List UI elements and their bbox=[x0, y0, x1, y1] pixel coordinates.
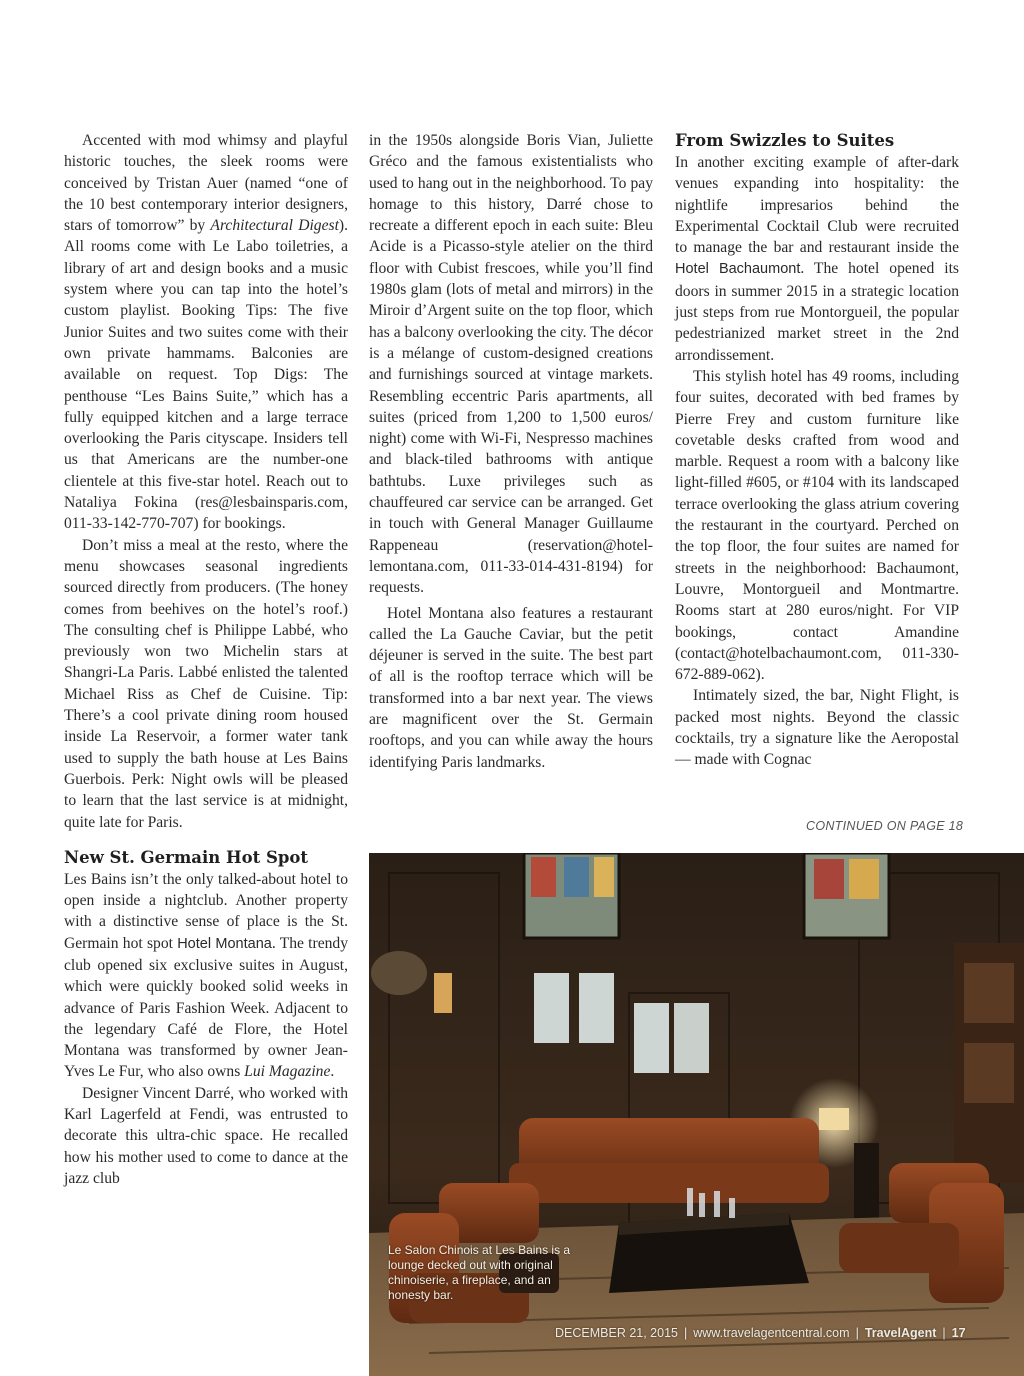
hotel-name: Hotel Montana bbox=[177, 935, 272, 952]
page-footer bbox=[555, 1326, 966, 1340]
text-run: In another exciting example of after-dark venues expanding into hospitality: the nightlife impresarios behind the Experimental Cocktail Club were recruited to manage the bar and restaurant inside the bbox=[675, 154, 959, 257]
text-run: Accented with mod whimsy and playful historic touches, the sleek rooms were conceived by Tristan Auer (named “one of the 10 best contemporary interior designers, stars of tomorrow” by bbox=[64, 132, 348, 235]
magazine-title: Lui Magazine bbox=[244, 1063, 331, 1081]
body-paragraph: Hotel Montana also features a restaurant called the La Gauche Caviar, but the petit déjeuner is served in the suite. The best part of all is the rooftop terrace which will be transformed into a bar next year. The views are magnificent over the St. Germain rooftops, and you can while away the hours identifying Paris landmarks. bbox=[369, 604, 653, 771]
body-paragraph: Intimately sized, the bar, Night Flight, is packed most nights. Beyond the classic cocktails, try a signature like the Aeropostal — made with Cognac bbox=[675, 687, 959, 769]
article-column-1 bbox=[64, 130, 348, 1189]
issue-date: DECEMBER 21, 2015 bbox=[555, 1326, 678, 1340]
magazine-title: Architectural Digest bbox=[210, 217, 339, 235]
section-heading: From Swizzles to Suites bbox=[675, 131, 895, 150]
divider: | bbox=[855, 1326, 859, 1340]
website-link[interactable]: www.travelagentcentral.com bbox=[693, 1326, 850, 1340]
text-run: . bbox=[330, 1063, 335, 1081]
body-paragraph: Don’t miss a meal at the resto, where the menu showcases seasonal ingredients sourced directly from producers. (The honey comes from beehives on the hotel’s roof.) The consulting chef is Philippe Labbé, who previously won two Michelin stars at Shangri-La Paris. Labbé enlisted the talented Michael Riss as Chef de Cuisine. Tip: There’s a cool private dining room housed inside La Reservoir, a former water tank used to supply the bath house at Les Bains Guerbois. Perk: Night owls will be pleased to learn that the last service is at midnight, quite late for Paris. bbox=[64, 536, 348, 831]
body-paragraph bbox=[675, 152, 959, 366]
body-paragraph: in the 1950s alongside Boris Vian, Juliette Gréco and the famous existentialists who used to hang out in the neighborhood. To pay homage to this history, Darré chose to recreate a different epoch in each suite: Bleu Acide is a Picasso-style atelier on the third floor with Cubist frescoes, while you’ll find 1980s glam (lots of metal and mirrors) in the Miroir d’Argent suite on the top floor, which has a balcony overlooking the city. The décor is a mélange of custom-designed creations and furnishings sourced at vintage markets. Resembling eccentric Paris apartments, all suites (priced from 1,200 to 1,500 euros/ night) come with Wi-Fi, Nespresso machines and black-tiled bathrooms with antique bathtubs. Luxe privileges such as chauffeured car service can be arranged. Get in touch with General Manager Guillaume Rappeneau (reservation@hotel-lemontana.com, 011-33-014-431-8194) for requests. bbox=[369, 132, 653, 597]
body-paragraph: Designer Vincent Darré, who worked with Karl Lagerfeld at Fendi, was entrusted to decorate this ultra-chic space. He recalled how his mother used to come to dance at the jazz club bbox=[64, 1084, 348, 1187]
divider: | bbox=[942, 1326, 946, 1340]
hotel-name: Hotel Bachaumont bbox=[675, 261, 801, 278]
body-paragraph bbox=[64, 130, 348, 535]
continued-note: CONTINUED ON PAGE 18 bbox=[806, 819, 964, 833]
body-paragraph: This stylish hotel has 49 rooms, including four suites, decorated with bed frames by Pierre Frey and custom furniture like covetable desks crafted from wood and marble. Request a room with a balcony like light-filled #605, or #104 with its landscaped terrace overlooking the glass atrium covering the restaurant in the courtyard. Perched on the top floor, the four suites are named for streets in the neighborhood: Bachaumont, Louvre, Montorgueil and Montmartre. Rooms start at 280 euros/night. For VIP bookings, contact Amandine (contact@hotelbachaumont.com, 011-330-672-889-062). bbox=[675, 367, 959, 684]
section-heading: New St. Germain Hot Spot bbox=[64, 847, 309, 867]
article-column-3 bbox=[675, 130, 959, 771]
divider: | bbox=[683, 1326, 688, 1340]
brand-name: TravelAgent bbox=[864, 1326, 937, 1340]
text-run: . The hotel opened its doors in summer 2015 in a strategic location just steps from rue Montorgueil, the popular pedestrianized market street in the 2nd arrondissement. bbox=[675, 260, 959, 364]
text-run: Les Bains isn’t the only talked-about hotel to open inside a nightclub. Another property with a distinctive sense of place is the St. Germain hot spot bbox=[64, 870, 348, 952]
photo-caption: Le Salon Chinois at Les Bains is a lounge decked out with original chinoiserie, a fireplace, and an honesty bar. bbox=[388, 1243, 571, 1302]
page-number: 17 bbox=[951, 1326, 966, 1340]
body-paragraph bbox=[64, 869, 348, 1083]
article-column-2 bbox=[369, 130, 653, 773]
text-run: . The trendy club opened six exclusive suites in August, which were quickly booked solid weeks in advance of Paris Fashion Week. Adjacent to the legendary Café de Flore, the Hotel Montana was transformed by owner Jean-Yves Le Fur, who also owns bbox=[64, 934, 349, 1081]
text-run: ). All rooms come with Le Labo toiletries, a library of art and design books and a music system where you can tap into the hotel’s custom playlist. Booking Tips: The five Junior Suites and two suites come with their own private hammams. Balconies are available on request. Top Digs: The penthouse “Les Bains Suite,” which has a fully equipped kitchen and a large terrace overlooking the Paris cityscape. Insiders tell us that Americans are the number-one clientele at this five-star hotel. Reach out to Nataliya Fokina (res@lesbainsparis.com, 011-33-142-770-707) for bookings. bbox=[64, 217, 349, 533]
